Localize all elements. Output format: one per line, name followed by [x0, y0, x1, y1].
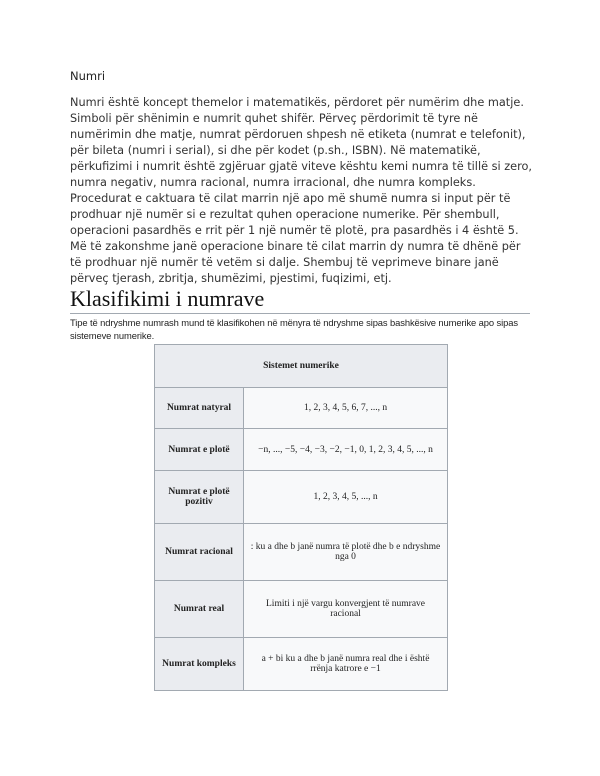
- row-value: 1, 2, 3, 4, 5, ..., n: [244, 471, 448, 524]
- intro-paragraph: Numri është koncept themelor i matematikës, përdoret për numërim dhe matje. Simboli për shënimin e numrit quhet shifër. Përveç përdorimit të tyre në numërimin dhe matje, numrat përdoruen shpesh në etiketa (numrat e telefonit), për bileta (numri i serial), si dhe për kodet (p.sh., ISBN). Në matematikë, përkufizimi i numrit është zgjëruar gjatë viteve kështu kemi numra të tillë si zero, numra negativ, numra racional, numra irracional, dhe numra kompleks.: [70, 96, 533, 189]
- operations-paragraph: Procedurat e caktuara të cilat marrin një apo më shumë numra si input për të prodhuar një numër si e rezultat quhen operacione numerike. Për shembull, operacioni pasardhës e rrit për 1 një numër të plotë, pra pasardhës i 4 është 5. Më të zakonshme janë operacione binare të cilat marrin dy numra të dhënë për të prodhuar një numër të vetëm si dalje. Shembuj të veprimeve binare janë përveç tjerash, zbritja, shumëzimi, pjestimi, fuqizimi, etj.: [70, 192, 521, 285]
- table-row: [155, 524, 448, 581]
- row-header: Numrat kompleks: [155, 638, 244, 691]
- row-value: : ku a dhe b janë numra të plotë dhe b e ndryshme nga 0: [244, 524, 448, 581]
- row-header: Numrat racional: [155, 524, 244, 581]
- section-intro: Tipe të ndryshme numrash mund të klasifikohen në mënyra të ndryshme sipas bashkësive numerike apo sipas sistemeve numerike.: [70, 317, 518, 341]
- section-heading: Klasifikimi i numrave: [70, 286, 530, 314]
- row-value: 1, 2, 3, 4, 5, 6, 7, ..., n: [244, 388, 448, 429]
- table-row: [155, 581, 448, 638]
- table-row: [155, 471, 448, 524]
- row-value: a + bi ku a dhe b janë numra real dhe i është rrënja katrore e −1: [244, 638, 448, 691]
- table-caption: Sistemet numerike: [155, 345, 448, 388]
- number-systems-table: [154, 344, 448, 691]
- row-value: −n, ..., −5, −4, −3, −2, −1, 0, 1, 2, 3, 4, 5, ..., n: [244, 429, 448, 471]
- row-header: Numrat e plotë: [155, 429, 244, 471]
- row-value: Limiti i një vargu konvergjent të numrave racional: [244, 581, 448, 638]
- row-header: Numrat real: [155, 581, 244, 638]
- row-header: Numrat natyral: [155, 388, 244, 429]
- row-header: Numrat e plotë pozitiv: [155, 471, 244, 524]
- table-row: [155, 429, 448, 471]
- table-row: [155, 388, 448, 429]
- table-caption-row: [155, 345, 448, 388]
- document-title: Numri: [70, 69, 106, 83]
- table-row: [155, 638, 448, 691]
